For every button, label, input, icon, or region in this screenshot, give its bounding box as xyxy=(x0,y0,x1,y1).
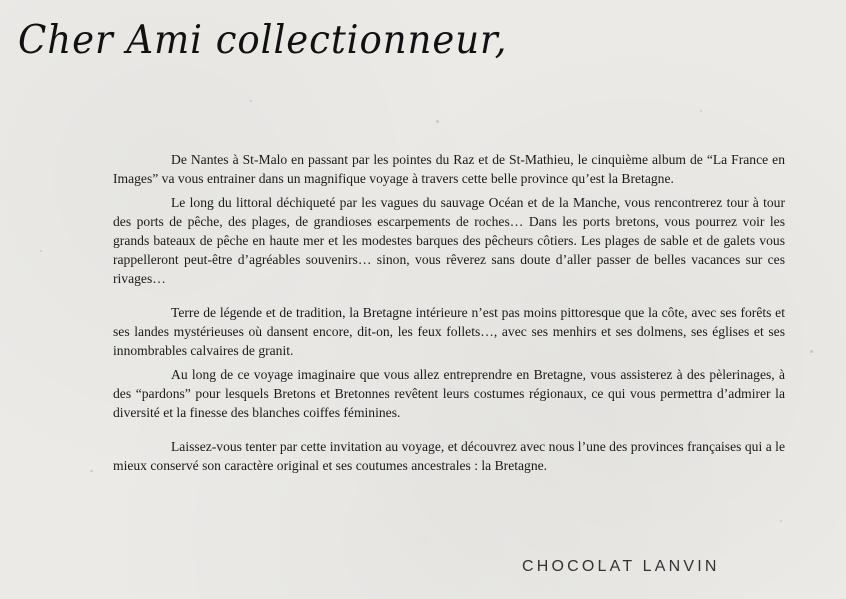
paper-speckle xyxy=(436,120,439,123)
paper-speckle xyxy=(90,470,93,472)
paragraph-1: De Nantes à St-Malo en passant par les pointes du Raz et de St-Mathieu, le cinquième album de “La France en Images” va vous entrainer dans un magnifique voyage à travers cette belle province qu’est la Bretagne. xyxy=(113,152,785,186)
paragraph-3: Terre de légende et de tradition, la Bretagne intérieure n’est pas moins pittoresque que la côte, avec ses forêts et ses landes mystérieuses où dansent encore, dit-on, les feux follets…, avec ses menhirs et ses dolmens, ses églises et ses innombrables calvaires de granit. xyxy=(113,305,785,358)
letter-body xyxy=(113,150,785,475)
paper-speckle xyxy=(810,350,813,353)
salutation-heading: Cher Ami collectionneur, xyxy=(18,18,508,63)
paper-speckle xyxy=(780,520,782,522)
paper-speckle xyxy=(700,110,702,112)
paragraph-5: Laissez-vous tenter par cette invitation au voyage, et découvrez avec nous l’une des provinces françaises qui a le mieux conservé son caractère original et ses coutumes ancestrales : la Bretagne. xyxy=(113,439,785,473)
signature: CHOCOLAT LANVIN xyxy=(522,558,720,575)
paragraph-4: Au long de ce voyage imaginaire que vous allez entreprendre en Bretagne, vous assisterez à des pèlerinages, à des “pardons” pour lesquels Bretons et Bretonnes revêtent leurs costumes régionaux, ce qui vous permettra d’admirer la diversité et la finesse des blanches coiffes féminines. xyxy=(113,367,785,420)
paper-speckle xyxy=(40,250,42,252)
paper-speckle xyxy=(250,100,252,102)
paragraph-2: Le long du littoral déchiqueté par les vagues du sauvage Océan et de la Manche, vous rencontrerez tour à tour des ports de pêche, des plages, de grandioses escarpements de roches… Dans les ports bretons, vous pourrez voir les grands bateaux de pêche en haute mer et les modestes barques des pêcheurs côtiers. Les plages de sable et de galets vous rappelleront peut-être d’agréables souvenirs… sinon, vous rêverez sans doute d’aller passer de belles vacances sur ces rivages… xyxy=(113,195,785,286)
